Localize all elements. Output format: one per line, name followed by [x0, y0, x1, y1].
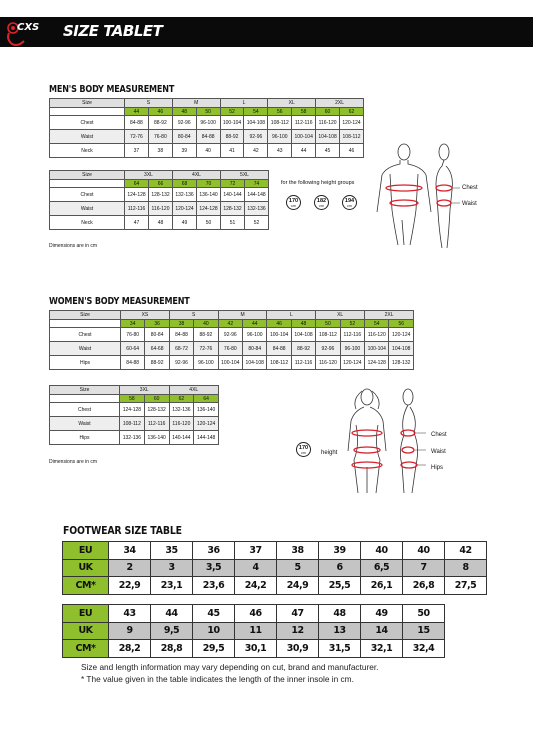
men-t2-sub-blank: [50, 180, 125, 188]
men-t1-cell: 100-104: [292, 130, 316, 144]
fw-t1-uk-cell: 5: [277, 559, 319, 577]
women-height-badge-170: 170 cm: [296, 442, 311, 457]
men-t2-row-label: Chest: [50, 188, 125, 202]
fw-t1-label-uk: UK: [63, 559, 109, 577]
men-t2-size-3xl: 3XL: [125, 171, 173, 180]
fw-t2-eu-cell: 48: [319, 605, 361, 623]
women-size-table-2: [49, 385, 219, 445]
men-size-table-2: [49, 170, 269, 230]
women-t1-sub-blank: [50, 320, 121, 328]
women-t2-row-label: Hips: [50, 431, 120, 445]
men-t1-size-number: 56: [268, 108, 292, 116]
women-t1-size-2xl: 2XL: [365, 311, 414, 320]
men-t2-cell: 132-136: [245, 202, 269, 216]
men-t1-cell: 44: [292, 144, 316, 158]
women-t2-cell: 120-124: [194, 417, 219, 431]
women-t2-size-number: 64: [194, 395, 219, 403]
women-t1-row-label: Hips: [50, 356, 121, 370]
women-t2-cell: 116-120: [169, 417, 194, 431]
fw-t2-eu-cell: 50: [403, 605, 445, 623]
women-t1-row-chest: [50, 328, 414, 342]
men-height-badge-182: 182 cm: [314, 195, 329, 210]
women-t1-size-number: 36: [145, 320, 169, 328]
fw-t1-row-eu: [63, 542, 487, 560]
fw-t2-cm-cell: 31,5: [319, 640, 361, 658]
fw-t2-row-eu: [63, 605, 445, 623]
fw-t2-eu-cell: 45: [193, 605, 235, 623]
women-hips-label: Hips: [431, 465, 444, 471]
men-t1-size-2xl: 2XL: [316, 99, 364, 108]
men-t2-cell: 128-132: [221, 202, 245, 216]
men-t1-row-label: Neck: [50, 144, 125, 158]
fw-t2-uk-cell: 11: [235, 622, 277, 640]
men-t2-cell: 52: [245, 216, 269, 230]
women-t1-size-number: 46: [267, 320, 291, 328]
women-t1-size-number: 48: [291, 320, 315, 328]
men-t2-cell: 140-144: [221, 188, 245, 202]
women-t1-cell: 120-124: [340, 356, 364, 370]
women-t1-cell: 60-64: [121, 342, 145, 356]
men-t2-cell: 49: [173, 216, 197, 230]
women-t2-cell: 136-140: [194, 403, 219, 417]
women-t1-cell: 88-92: [145, 356, 169, 370]
men-t1-cell: 42: [244, 144, 268, 158]
men-t1-size-xl: XL: [268, 99, 316, 108]
men-t2-cell: 128-132: [149, 188, 173, 202]
men-t2-cell: 120-124: [173, 202, 197, 216]
women-waist-label: Waist: [431, 449, 446, 455]
fw-t1-uk-cell: 8: [445, 559, 487, 577]
women-t1-cell: 80-84: [243, 342, 267, 356]
fw-t2-eu-cell: 49: [361, 605, 403, 623]
fw-t1-cm-cell: 23,1: [151, 577, 193, 595]
fw-t1-uk-cell: 7: [403, 559, 445, 577]
men-t1-cell: 104-108: [316, 130, 340, 144]
fw-t1-cm-cell: 25,5: [319, 577, 361, 595]
men-t1-row-label: Chest: [50, 116, 125, 130]
women-t2-row-label: Chest: [50, 403, 120, 417]
women-t2-cell: 108-112: [120, 417, 145, 431]
women-t1-row-hips: [50, 356, 414, 370]
women-t2-cell: 132-136: [120, 431, 145, 445]
women-t1-cell: 72-76: [194, 342, 218, 356]
fw-t1-eu-cell: 42: [445, 542, 487, 560]
women-t2-size-number: 60: [144, 395, 169, 403]
women-t1-size-number: 50: [316, 320, 340, 328]
men-t1-cell: 80-84: [172, 130, 196, 144]
fw-t2-row-uk: [63, 622, 445, 640]
men-t1-cell: 88-92: [220, 130, 244, 144]
fw-t2-eu-cell: 47: [277, 605, 319, 623]
men-t1-cell: 43: [268, 144, 292, 158]
women-t1-cell: 96-100: [194, 356, 218, 370]
women-t1-size-m: M: [218, 311, 267, 320]
men-t2-cell: 124-128: [197, 202, 221, 216]
fw-t1-uk-cell: 3: [151, 559, 193, 577]
men-t1-size-header: Size: [50, 99, 125, 108]
men-t1-cell: 84-88: [125, 116, 149, 130]
men-t2-size-header: Size: [50, 171, 125, 180]
women-t1-size-number: 54: [365, 320, 389, 328]
fw-t2-uk-cell: 15: [403, 622, 445, 640]
footwear-table-2: [62, 604, 445, 658]
fw-t1-row-uk: [63, 559, 487, 577]
fw-t1-cm-cell: 26,8: [403, 577, 445, 595]
men-t1-row-neck: [50, 144, 364, 158]
women-t1-size-header: Size: [50, 311, 121, 320]
fw-t1-cm-cell: 23,6: [193, 577, 235, 595]
women-t1-cell: 76-80: [121, 328, 145, 342]
fw-t1-cm-cell: 27,5: [445, 577, 487, 595]
women-t2-cell: 128-132: [144, 403, 169, 417]
men-t2-cell: 50: [197, 216, 221, 230]
fw-t2-cm-cell: 32,1: [361, 640, 403, 658]
fw-t1-eu-cell: 39: [319, 542, 361, 560]
women-t1-size-l: L: [267, 311, 316, 320]
men-chest-label: Chest: [462, 185, 478, 191]
fw-t1-uk-cell: 3,5: [193, 559, 235, 577]
fw-t1-eu-cell: 38: [277, 542, 319, 560]
men-t1-cell: 92-96: [244, 130, 268, 144]
women-t1-cell: 100-104: [365, 342, 389, 356]
women-t1-cell: 116-120: [365, 328, 389, 342]
men-t1-cell: 40: [196, 144, 220, 158]
fw-t2-cm-cell: 28,8: [151, 640, 193, 658]
fw-t1-eu-cell: 35: [151, 542, 193, 560]
women-t1-size-number: 38: [169, 320, 193, 328]
men-t2-row-waist: [50, 202, 269, 216]
fw-t1-cm-cell: 24,2: [235, 577, 277, 595]
men-t1-cell: 116-120: [316, 116, 340, 130]
women-t2-size-3xl: 3XL: [120, 386, 170, 395]
women-t1-cell: 92-96: [169, 356, 193, 370]
men-t1-cell: 96-100: [196, 116, 220, 130]
men-t1-cell: 88-92: [148, 116, 172, 130]
men-t1-cell: 38: [148, 144, 172, 158]
women-t1-cell: 80-84: [145, 328, 169, 342]
men-t1-cell: 100-104: [220, 116, 244, 130]
page-title: SIZE TABLET: [63, 22, 163, 40]
fw-t1-cm-cell: 24,9: [277, 577, 319, 595]
men-section-title: MEN'S BODY MEASUREMENT: [49, 84, 175, 95]
women-t1-row-waist: [50, 342, 414, 356]
women-t1-cell: 84-88: [169, 328, 193, 342]
men-t1-cell: 96-100: [268, 130, 292, 144]
women-t1-cell: 84-88: [267, 342, 291, 356]
men-t2-row-neck: [50, 216, 269, 230]
women-t2-row-chest: [50, 403, 219, 417]
men-t1-cell: 37: [125, 144, 149, 158]
women-t1-size-xs: XS: [121, 311, 170, 320]
women-units-note: Dimensions are in cm: [49, 459, 98, 465]
fw-t2-row-cm: [63, 640, 445, 658]
fw-t2-cm-cell: 29,5: [193, 640, 235, 658]
men-body-figures-icon: [372, 140, 468, 250]
footwear-section-title: FOOTWEAR SIZE TABLE: [63, 524, 182, 537]
fw-t2-uk-cell: 10: [193, 622, 235, 640]
men-t1-size-s: S: [125, 99, 173, 108]
fw-t2-eu-cell: 43: [109, 605, 151, 623]
women-height-label: height: [321, 450, 338, 456]
men-t2-cell: 144-148: [245, 188, 269, 202]
men-t1-cell: 104-108: [244, 116, 268, 130]
men-t1-size-number: 48: [172, 108, 196, 116]
fw-t2-label-uk: UK: [63, 622, 109, 640]
men-t1-size-number: 52: [220, 108, 244, 116]
men-t2-cell: 132-136: [173, 188, 197, 202]
men-t2-row-chest: [50, 188, 269, 202]
men-t2-cell: 116-120: [149, 202, 173, 216]
men-height-caption: for the following height groups: [281, 180, 355, 186]
men-t2-row-label: Waist: [50, 202, 125, 216]
men-t2-cell: 124-128: [125, 188, 149, 202]
women-t1-size-xl: XL: [316, 311, 365, 320]
fw-t1-eu-cell: 36: [193, 542, 235, 560]
women-t1-cell: 88-92: [291, 342, 315, 356]
women-t1-cell: 124-128: [365, 356, 389, 370]
women-t1-size-number: 44: [243, 320, 267, 328]
women-t2-sub-blank: [50, 395, 120, 403]
men-t2-size-number: 74: [245, 180, 269, 188]
men-t2-size-4xl: 4XL: [173, 171, 221, 180]
footwear-footnote-variation: Size and length information may vary depending on cut, brand and manufacturer.: [81, 662, 379, 672]
fw-t2-eu-cell: 44: [151, 605, 193, 623]
men-t1-size-number: 54: [244, 108, 268, 116]
men-t1-sub-blank: [50, 108, 125, 116]
women-t1-cell: 96-100: [340, 342, 364, 356]
women-t2-size-header: Size: [50, 386, 120, 395]
men-t1-row-chest: [50, 116, 364, 130]
fw-t2-uk-cell: 9: [109, 622, 151, 640]
fw-t2-uk-cell: 13: [319, 622, 361, 640]
women-t2-cell: 132-136: [169, 403, 194, 417]
women-t1-cell: 88-92: [194, 328, 218, 342]
fw-t1-uk-cell: 6: [319, 559, 361, 577]
men-t2-cell: 48: [149, 216, 173, 230]
fw-t2-cm-cell: 32,4: [403, 640, 445, 658]
women-t1-size-s: S: [169, 311, 218, 320]
fw-t1-cm-cell: 26,1: [361, 577, 403, 595]
fw-t2-uk-cell: 14: [361, 622, 403, 640]
fw-t2-eu-cell: 46: [235, 605, 277, 623]
men-t2-size-5xl: 5XL: [221, 171, 269, 180]
men-t1-cell: 112-116: [292, 116, 316, 130]
men-height-badge-194: 194 cm: [342, 195, 357, 210]
men-t1-size-number: 46: [148, 108, 172, 116]
fw-t2-label-eu: EU: [63, 605, 109, 623]
men-t2-cell: 112-116: [125, 202, 149, 216]
fw-t2-cm-cell: 28,2: [109, 640, 151, 658]
fw-t1-label-eu: EU: [63, 542, 109, 560]
men-size-table-1: [49, 98, 364, 158]
women-t2-size-number: 58: [120, 395, 145, 403]
men-t2-size-number: 68: [173, 180, 197, 188]
women-t1-row-label: Waist: [50, 342, 121, 356]
women-t1-size-number: 40: [194, 320, 218, 328]
women-t1-size-number: 52: [340, 320, 364, 328]
women-t2-cell: 144-148: [194, 431, 219, 445]
men-t1-cell: 72-76: [125, 130, 149, 144]
women-t1-cell: 112-116: [291, 356, 315, 370]
men-t1-cell: 92-96: [172, 116, 196, 130]
men-t2-cell: 136-140: [197, 188, 221, 202]
men-t2-cell: 47: [125, 216, 149, 230]
men-t2-size-number: 70: [197, 180, 221, 188]
men-t2-size-number: 66: [149, 180, 173, 188]
men-t1-size-number: 62: [340, 108, 364, 116]
men-t1-cell: 45: [316, 144, 340, 158]
women-t2-row-hips: [50, 431, 219, 445]
footwear-footnote-insole: * The value given in the table indicates the length of the inner insole in cm.: [81, 674, 354, 684]
fw-t2-uk-cell: 12: [277, 622, 319, 640]
men-t1-cell: 84-88: [196, 130, 220, 144]
women-t1-cell: 108-112: [316, 328, 340, 342]
women-t1-cell: 108-112: [267, 356, 291, 370]
men-t1-cell: 39: [172, 144, 196, 158]
men-t1-size-number: 44: [125, 108, 149, 116]
fw-t2-cm-cell: 30,9: [277, 640, 319, 658]
men-height-badge-170: 170 cm: [286, 195, 301, 210]
women-t1-cell: 92-96: [218, 328, 242, 342]
men-t1-size-l: L: [220, 99, 268, 108]
women-t1-cell: 116-120: [316, 356, 340, 370]
fw-t1-uk-cell: 6,5: [361, 559, 403, 577]
fw-t1-uk-cell: 4: [235, 559, 277, 577]
women-t1-cell: 104-108: [389, 342, 414, 356]
fw-t1-row-cm: [63, 577, 487, 595]
fw-t1-label-cm: CM*: [63, 577, 109, 595]
men-t1-cell: 108-112: [268, 116, 292, 130]
women-t1-cell: 92-96: [316, 342, 340, 356]
men-t1-size-number: 58: [292, 108, 316, 116]
women-section-title: WOMEN'S BODY MEASUREMENT: [49, 296, 190, 307]
women-t1-cell: 104-108: [291, 328, 315, 342]
women-t2-cell: 140-144: [169, 431, 194, 445]
fw-t1-eu-cell: 37: [235, 542, 277, 560]
women-t1-size-number: 42: [218, 320, 242, 328]
men-waist-label: Waist: [462, 201, 477, 207]
women-t1-cell: 64-68: [145, 342, 169, 356]
men-t1-cell: 76-80: [148, 130, 172, 144]
women-t1-cell: 76-80: [218, 342, 242, 356]
women-t1-cell: 128-132: [389, 356, 414, 370]
women-t1-cell: 96-100: [243, 328, 267, 342]
page-header: [0, 17, 533, 47]
women-t1-size-number: 34: [121, 320, 145, 328]
women-t1-cell: 104-108: [243, 356, 267, 370]
women-t1-cell: 84-88: [121, 356, 145, 370]
men-t1-row-waist: [50, 130, 364, 144]
men-units-note: Dimensions are in cm: [49, 243, 98, 249]
women-t2-size-number: 62: [169, 395, 194, 403]
women-t2-cell: 124-128: [120, 403, 145, 417]
logo-text: CXS: [17, 22, 40, 33]
men-t1-cell: 41: [220, 144, 244, 158]
fw-t2-label-cm: CM*: [63, 640, 109, 658]
men-t1-row-label: Waist: [50, 130, 125, 144]
fw-t1-eu-cell: 40: [403, 542, 445, 560]
men-t1-cell: 108-112: [340, 130, 364, 144]
men-t1-size-number: 60: [316, 108, 340, 116]
women-t1-cell: 120-124: [389, 328, 414, 342]
women-t1-cell: 100-104: [218, 356, 242, 370]
women-t1-cell: 112-116: [340, 328, 364, 342]
fw-t1-eu-cell: 40: [361, 542, 403, 560]
fw-t1-eu-cell: 34: [109, 542, 151, 560]
men-t2-size-number: 64: [125, 180, 149, 188]
fw-t1-cm-cell: 22,9: [109, 577, 151, 595]
fw-t1-uk-cell: 2: [109, 559, 151, 577]
women-t1-cell: 100-104: [267, 328, 291, 342]
men-t1-cell: 46: [340, 144, 364, 158]
fw-t2-cm-cell: 30,1: [235, 640, 277, 658]
men-t2-cell: 51: [221, 216, 245, 230]
women-t2-cell: 112-116: [144, 417, 169, 431]
men-t2-row-label: Neck: [50, 216, 125, 230]
women-t2-row-label: Waist: [50, 417, 120, 431]
women-t1-row-label: Chest: [50, 328, 121, 342]
men-t1-cell: 120-124: [340, 116, 364, 130]
women-body-figures-icon: [342, 385, 432, 495]
women-t2-row-waist: [50, 417, 219, 431]
footwear-table-1: [62, 541, 487, 595]
men-t2-size-number: 72: [221, 180, 245, 188]
fw-t2-uk-cell: 9,5: [151, 622, 193, 640]
men-t1-size-m: M: [172, 99, 220, 108]
men-t1-size-number: 50: [196, 108, 220, 116]
women-t1-size-number: 56: [389, 320, 414, 328]
women-chest-label: Chest: [431, 432, 447, 438]
women-size-table-1: [49, 310, 414, 370]
women-t1-cell: 68-72: [169, 342, 193, 356]
women-t2-cell: 136-140: [144, 431, 169, 445]
women-t2-size-4xl: 4XL: [169, 386, 219, 395]
